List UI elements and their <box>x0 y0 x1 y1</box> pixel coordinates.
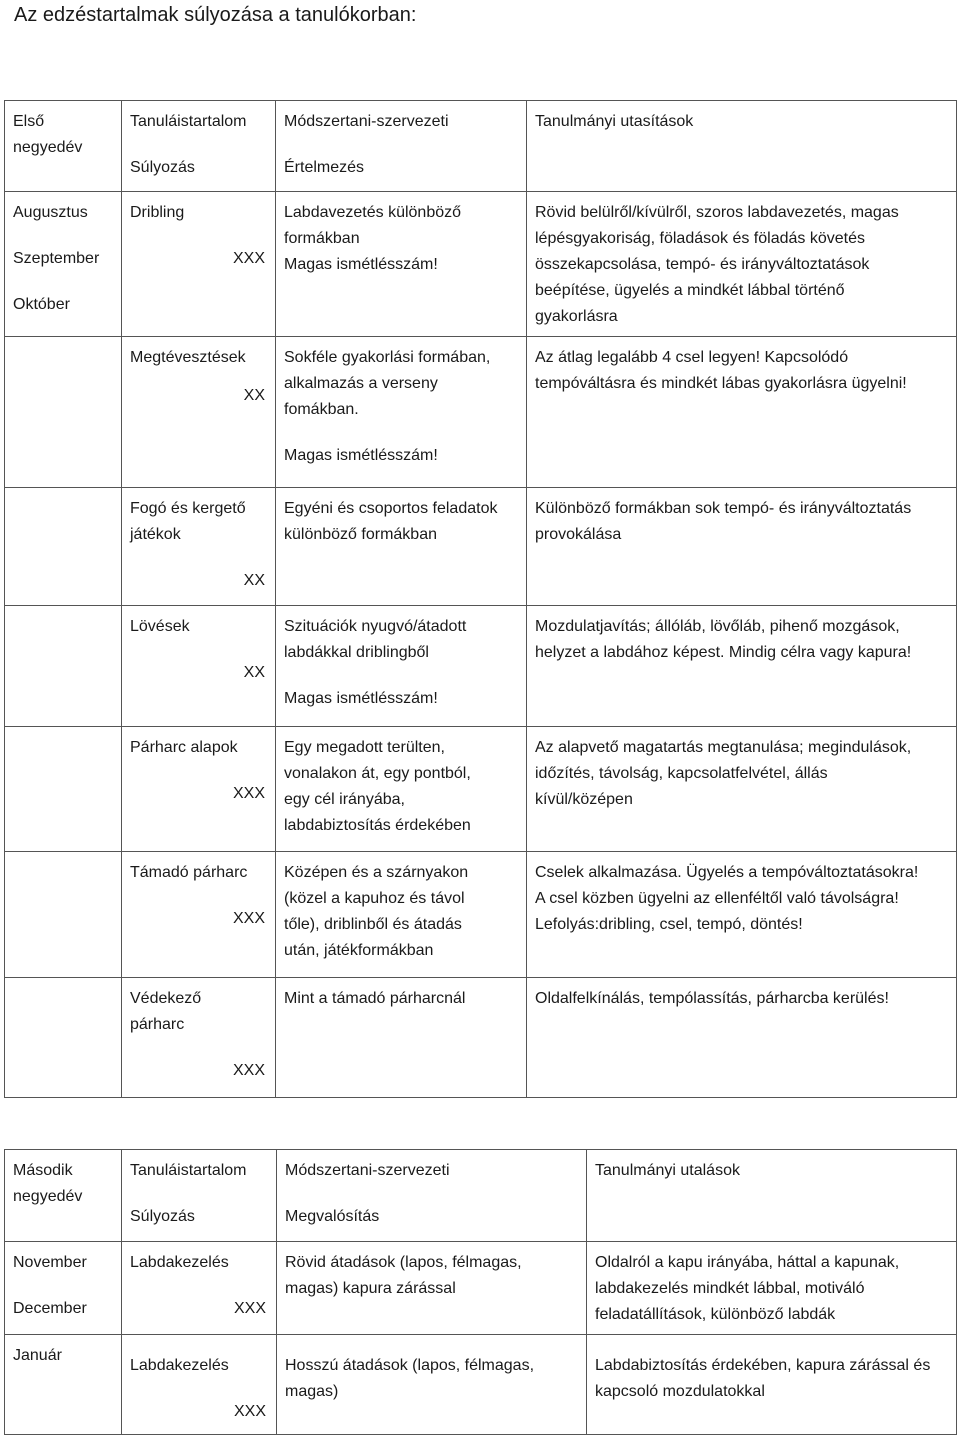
method-text: fomákban. <box>284 401 359 418</box>
column-header-content: Tanuláistartalom <box>130 113 247 130</box>
table-row <box>5 852 957 978</box>
first-quarter-table <box>4 100 957 1098</box>
instruction-text: A csel közben ügyelni az ellenféltől való távolságra! <box>535 890 899 907</box>
column-header-implementation: Megvalósítás <box>285 1208 380 1225</box>
weight-mark: XXX <box>232 785 265 802</box>
month-label: November <box>13 1254 87 1271</box>
instruction-text: időzítés, távolság, kapcsolatfelvétel, állás <box>535 765 828 782</box>
method-text: Labdavezetés különböző <box>284 204 462 221</box>
instruction-text: Az átlag legalább 4 csel legyen! Kapcsolódó <box>535 349 849 366</box>
table-row <box>5 978 957 1098</box>
instruction-text: helyzet a labdához képest. Mindig célra vagy kapura! <box>535 644 912 661</box>
month-label: Január <box>13 1347 62 1364</box>
page-title: Az edzéstartalmak súlyozása a tanulókorban: <box>14 4 417 26</box>
method-text: labdákkal driblingből <box>284 644 429 661</box>
topic-label: Megtévesztések <box>130 349 246 366</box>
method-text: Sokféle gyakorlási formában, <box>284 349 491 366</box>
instruction-text: Lefolyás:dribling, csel, tempó, döntés! <box>535 916 803 933</box>
weight-mark: XXX <box>232 910 265 927</box>
instruction-text: labdakezelés mindkét lábbal, motiváló <box>595 1280 865 1297</box>
topic-label: Támadó párharc <box>130 864 248 881</box>
method-text: tőle), driblinből és átadás <box>284 916 462 933</box>
quarter-label: Első <box>13 113 45 130</box>
instruction-text: provokálása <box>535 526 622 543</box>
instruction-text: beépítése, ügyelés a mindkét lábbal történő <box>535 282 845 299</box>
instruction-text: gyakorlásra <box>535 308 618 325</box>
topic-label: Párharc alapok <box>130 739 238 756</box>
method-text: Magas ismétlésszám! <box>284 447 438 464</box>
topic-label: Védekező <box>130 990 202 1007</box>
month-label: Augusztus <box>13 204 88 221</box>
quarter-label: negyedév <box>13 1188 83 1205</box>
topic-label: Labdakezelés <box>130 1357 229 1374</box>
topic-label: Dribling <box>130 204 185 221</box>
method-text: egy cél irányába, <box>284 791 405 808</box>
method-text: magas) <box>285 1383 339 1400</box>
column-header-instructions: Tanulmányi utalások <box>595 1162 740 1179</box>
topic-label: játékok <box>130 526 181 543</box>
table-row <box>5 1335 957 1435</box>
table-row <box>5 727 957 852</box>
method-text: Rövid átadások (lapos, félmagas, <box>285 1254 522 1271</box>
column-header-weight: Súlyozás <box>130 1208 195 1225</box>
column-header-interpretation: Értelmezés <box>284 159 365 176</box>
month-label: Szeptember <box>13 250 100 267</box>
weight-mark: XXX <box>232 1062 265 1079</box>
instruction-text: Oldalról a kapu irányába, háttal a kapunak, <box>595 1254 900 1271</box>
method-text: magas) kapura zárással <box>285 1280 456 1297</box>
method-text: különböző formákban <box>284 526 437 543</box>
weight-mark: XX <box>243 387 265 404</box>
quarter-label: negyedév <box>13 139 83 156</box>
table-row <box>5 488 957 606</box>
method-text: labdabiztosítás érdekében <box>284 817 471 834</box>
instruction-text: kívül/középen <box>535 791 633 808</box>
instruction-text: Mozdulatjavítás; állóláb, lövőláb, pihenő mozgások, <box>535 618 900 635</box>
method-text: (közel a kapuhoz és távol <box>284 890 465 907</box>
column-header-content: Tanuláistartalom <box>130 1162 247 1179</box>
method-text: Szituációk nyugvó/átadott <box>284 618 467 635</box>
column-header-method: Módszertani-szervezeti <box>285 1162 450 1179</box>
weight-mark: XXX <box>233 1300 266 1317</box>
weight-mark: XXX <box>232 250 265 267</box>
table-row <box>5 606 957 727</box>
method-text: Egy megadott terülten, <box>284 739 445 756</box>
topic-label: Fogó és kergető <box>130 500 246 517</box>
weight-mark: XXX <box>233 1403 266 1420</box>
method-text: formákban <box>284 230 360 247</box>
instruction-text: Cselek alkalmazása. Ügyelés a tempóváltoztatásokra! <box>535 864 919 881</box>
month-label: Október <box>13 296 70 313</box>
method-text: Hosszú átadások (lapos, félmagas, <box>285 1357 535 1374</box>
method-text: után, játékformákban <box>284 942 434 959</box>
instruction-text: Az alapvető magatartás megtanulása; megindulások, <box>535 739 912 756</box>
weight-mark: XX <box>243 572 265 589</box>
table-header-row <box>5 1150 957 1242</box>
instruction-text: Oldalfelkínálás, tempólassítás, párharcba kerülés! <box>535 990 889 1007</box>
method-text: alkalmazás a verseny <box>284 375 438 392</box>
instruction-text: összekapcsolása, tempó- és irányváltoztatások <box>535 256 870 273</box>
method-text: Középen és a szárnyakon <box>284 864 469 881</box>
table-row <box>5 192 957 337</box>
instruction-text: Különböző formákban sok tempó- és irányváltoztatás <box>535 500 912 517</box>
topic-label: Labdakezelés <box>130 1254 229 1271</box>
second-quarter-table <box>4 1149 957 1435</box>
instruction-text: tempóváltásra és mindkét lábas gyakorlásra ügyelni! <box>535 375 907 392</box>
method-text: Egyéni és csoportos feladatok <box>284 500 498 517</box>
column-header-method: Módszertani-szervezeti <box>284 113 449 130</box>
weight-mark: XX <box>243 664 265 681</box>
table-row <box>5 337 957 488</box>
instruction-text: Rövid belülről/kívülről, szoros labdavezetés, magas <box>535 204 899 221</box>
method-text: Magas ismétlésszám! <box>284 690 438 707</box>
instruction-text: feladatállítások, különböző labdák <box>595 1306 836 1323</box>
column-header-instructions: Tanulmányi utasítások <box>535 113 694 130</box>
method-text: Magas ismétlésszám! <box>284 256 438 273</box>
column-header-weight: Súlyozás <box>130 159 195 176</box>
method-text: vonalakon át, egy pontból, <box>284 765 471 782</box>
topic-label: Lövések <box>130 618 190 635</box>
month-label: December <box>13 1300 87 1317</box>
quarter-label: Második <box>13 1162 73 1179</box>
method-text: Mint a támadó párharcnál <box>284 990 466 1007</box>
instruction-text: lépésgyakoriság, föladások és föladás követés <box>535 230 865 247</box>
topic-label: párharc <box>130 1016 185 1033</box>
table-header-row <box>5 101 957 192</box>
instruction-text: Labdabiztosítás érdekében, kapura zárással és <box>595 1357 931 1374</box>
instruction-text: kapcsoló mozdulatokkal <box>595 1383 765 1400</box>
table-row <box>5 1242 957 1335</box>
